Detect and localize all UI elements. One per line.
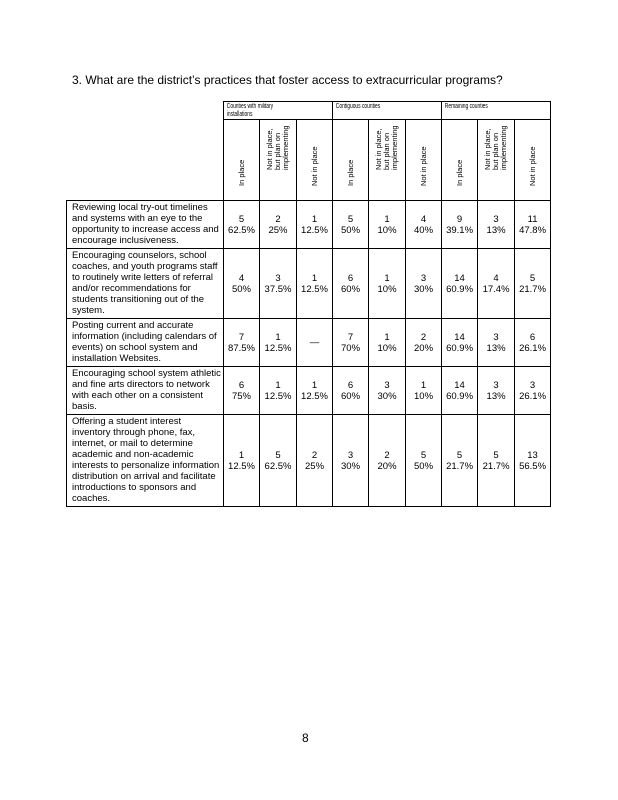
percent-value: 60.9% [446,283,474,295]
percent-value: 25% [305,460,325,472]
percent-value: 20% [377,460,397,472]
count-value: 1 [311,379,318,391]
count-value: 13 [527,449,538,461]
subheader-cell [478,120,515,201]
count-cell [333,367,369,415]
count-cell [297,415,333,507]
count-value: 5 [238,213,245,225]
percent-value: 26.1% [519,342,547,354]
count-cell [297,319,333,367]
percent-value: 10% [377,283,397,295]
percent-value: 10% [414,390,434,402]
percent-value: 60% [341,283,361,295]
count-value: 3 [493,213,499,225]
count-cell [478,415,515,507]
count-value: 14 [454,331,465,343]
percent-value: 37.5% [264,283,292,295]
count-cell [333,201,369,249]
count-value: 2 [384,449,390,461]
count-value: 9 [456,213,463,225]
subheader-cell [442,120,478,201]
subheader-label: Not in place [527,146,537,186]
count-cell [297,201,333,249]
percent-value: 40% [414,224,434,236]
page-number: 8 [302,731,309,745]
table-row [67,415,551,507]
percent-value: 13% [486,224,506,236]
subheader-label: Not in place [418,146,428,186]
count-value: 3 [420,272,427,284]
table-row [67,249,551,319]
count-cell [515,319,551,367]
percent-value: 17.4% [482,283,510,295]
percent-value: 87.5% [228,342,255,354]
percent-value: 21.7% [519,283,547,295]
group-label-line2: installations [226,111,253,118]
count-cell [333,249,369,319]
count-cell [260,249,297,319]
count-value: 1 [311,213,318,225]
percent-value: 13% [486,390,506,402]
count-cell [442,249,478,319]
count-value: 1 [384,272,390,284]
practice-label: Posting current and accurate information (including calendars of events) on school system and installation Websites. [67,319,224,367]
subheader-label: Not in place, but plan on implementing [265,125,290,170]
count-cell [369,367,406,415]
count-cell [478,201,515,249]
count-value: 5 [529,272,536,284]
count-cell [406,249,442,319]
percent-value: 70% [341,342,361,354]
count-cell [515,367,551,415]
table-row [67,367,551,415]
count-value: 5 [347,213,354,225]
count-value: 3 [384,379,390,391]
count-value: 1 [275,331,281,343]
count-cell [260,367,297,415]
count-value: 6 [529,331,536,343]
subheader-cell [406,120,442,201]
count-value: 14 [454,272,465,284]
count-value: 7 [238,331,245,343]
count-cell [333,319,369,367]
count-cell [224,249,260,319]
count-cell [224,319,260,367]
count-cell [297,367,333,415]
percent-value: 56.5% [519,460,547,472]
count-value: 6 [347,379,354,391]
subheader-cell [224,120,260,201]
count-value: 3 [493,379,499,391]
count-value: 1 [311,272,318,284]
count-value: 1 [238,449,245,461]
group-label: Contiguous counties [335,103,381,110]
count-value: 5 [275,449,281,461]
percent-value: 12.5% [301,390,328,402]
percent-value: 25% [268,224,288,236]
percent-value: 10% [377,224,397,236]
count-cell [406,415,442,507]
count-cell [333,415,369,507]
count-cell [442,319,478,367]
subheader-label: Not in place, but plan on implementing [483,125,509,170]
count-cell [260,201,297,249]
percent-value: 12.5% [264,390,292,402]
count-value: 1 [420,379,427,391]
count-value: 5 [420,449,427,461]
subheader-label: Not in place [309,146,319,186]
group-label: Counties with military [226,103,274,110]
count-value: 1 [384,213,390,225]
percent-value: 30% [341,460,361,472]
percent-value: 12.5% [264,342,292,354]
count-cell [224,201,260,249]
count-value: 6 [238,379,245,391]
percent-value: 75% [231,390,251,402]
count-value: 2 [420,331,427,343]
count-value: 1 [384,331,390,343]
count-value: 6 [347,272,354,284]
count-cell [224,367,260,415]
count-value: 5 [456,449,463,461]
count-value: 14 [454,379,465,391]
practice-label: Encouraging school system athletic and fine arts directors to network with each other on a consistent basis. [67,367,224,415]
percent-value: 21.7% [446,460,474,472]
percent-value: 62.5% [264,460,292,472]
count-cell [515,249,551,319]
percent-value: 47.8% [519,224,547,236]
count-cell [297,249,333,319]
count-cell [515,415,551,507]
count-cell [442,367,478,415]
subheader-label: In place [454,159,464,186]
count-cell [260,415,297,507]
percent-value: 26.1% [519,390,547,402]
results-table [66,101,551,507]
count-cell [478,249,515,319]
count-value: 3 [275,272,281,284]
percent-value: 39.1% [446,224,474,236]
count-value: 4 [238,272,245,284]
percent-value: 50% [341,224,361,236]
count-cell [406,367,442,415]
count-value: 2 [311,449,318,461]
count-value: 3 [347,449,354,461]
count-value: 4 [493,272,499,284]
count-value: — [309,337,320,348]
percent-value: 12.5% [301,283,328,295]
count-value: 4 [420,213,427,225]
subheader-cell [515,120,551,201]
table-row [67,319,551,367]
percent-value: 20% [414,342,434,354]
count-value: 3 [493,331,499,343]
percent-value: 50% [414,460,434,472]
count-cell [260,319,297,367]
count-value: 3 [529,379,536,391]
count-cell [406,319,442,367]
subheader-label: In place [345,159,355,186]
count-cell [369,319,406,367]
practice-label: Offering a student interest inventory through phone, fax, internet, or mail to determine academic and non-academic interests to personalize information distribution on arrival and facilitate introductions to sponsors and coaches. [67,415,224,507]
practice-label: Encouraging counselors, school coaches, and youth programs staff to routinely write letters of referral and/or recommendations for students transitioning out of the system. [67,249,224,319]
count-value: 1 [275,379,281,391]
count-cell [478,319,515,367]
percent-value: 60% [341,390,361,402]
subheader-cell [369,120,406,201]
table-row [67,201,551,249]
percent-value: 50% [231,283,251,295]
percent-value: 30% [377,390,397,402]
group-label: Remaining counties [444,103,488,110]
count-value: 5 [493,449,499,461]
count-cell [478,367,515,415]
corner-blank [67,102,224,201]
percent-value: 12.5% [228,460,255,472]
count-cell [369,415,406,507]
count-cell [442,201,478,249]
count-cell [369,249,406,319]
percent-value: 13% [486,342,506,354]
practice-label: Reviewing local try-out timelines and systems with an eye to the opportunity to increase access and encourage inclusiveness. [67,201,224,249]
percent-value: 12.5% [301,224,328,236]
count-cell [224,415,260,507]
percent-value: 10% [377,342,397,354]
percent-value: 21.7% [482,460,510,472]
percent-value: 60.9% [446,390,474,402]
count-value: 2 [275,213,281,225]
subheader-label: In place [236,159,246,186]
count-cell [406,201,442,249]
subheader-label: Not in place, but plan on implementing [374,125,400,170]
question-heading: 3. What are the district’s practices that foster access to extracurricular programs? [72,73,503,87]
percent-value: 60.9% [446,342,474,354]
subheader-cell [260,120,297,201]
subheader-cell [333,120,369,201]
count-cell [515,201,551,249]
percent-value: 62.5% [228,224,255,236]
count-cell [442,415,478,507]
percent-value: 30% [414,283,434,295]
count-cell [369,201,406,249]
count-value: 11 [527,213,538,225]
count-value: 7 [347,331,354,343]
subheader-cell [297,120,333,201]
